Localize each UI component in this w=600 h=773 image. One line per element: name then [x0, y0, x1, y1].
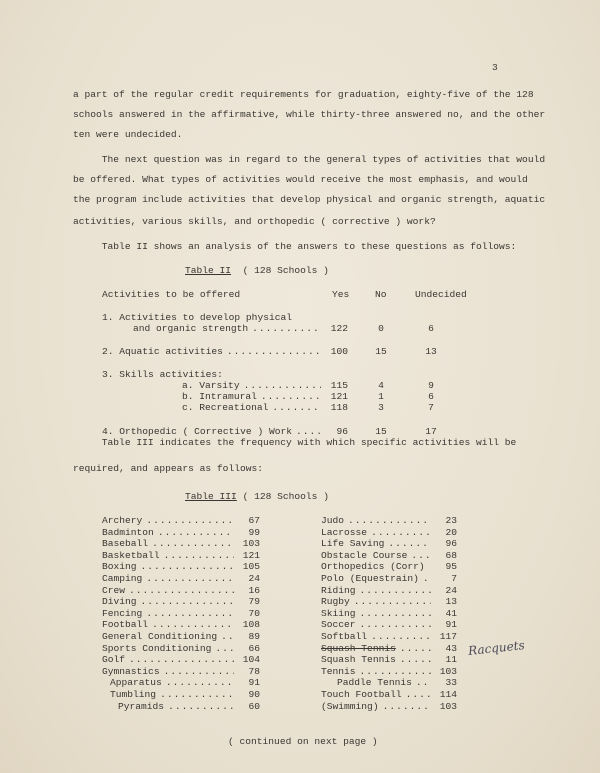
dot-leader	[129, 585, 234, 596]
dot-leader	[371, 631, 431, 642]
table3-count: 68	[445, 549, 457, 561]
table3-row	[102, 596, 238, 607]
table3-row	[321, 631, 435, 642]
table3-count: 91	[248, 677, 260, 689]
table3-activity-label: (Swimming)	[321, 700, 379, 712]
table3-row	[102, 666, 238, 677]
table3-activity-label: Obstacle Course	[321, 549, 408, 561]
table2-row-label: a. Varsity	[182, 380, 240, 391]
table3-row	[321, 573, 435, 584]
table3-count: 60	[248, 700, 260, 712]
table3-activity-label: Lacrosse	[321, 526, 368, 538]
dot-leader	[244, 380, 321, 391]
dot-leader	[388, 538, 431, 549]
paragraph-line: The next question was in regard to the general types of activities that would	[73, 154, 546, 165]
dot-leader	[252, 323, 321, 334]
dot-leader	[146, 515, 234, 526]
table2-row	[102, 346, 325, 357]
table3-count: 23	[445, 515, 457, 526]
table2-no: 4	[378, 380, 384, 391]
table2-no: 1	[378, 391, 384, 402]
table3-title: Table III	[185, 491, 237, 502]
dot-leader	[416, 677, 431, 688]
table3-row	[321, 608, 435, 619]
dot-leader	[164, 550, 234, 561]
dot-leader	[164, 666, 234, 677]
table3-activity-label: Diving	[102, 596, 137, 608]
table3-activity-label: Pyramids	[118, 700, 165, 712]
table2-yes: 115	[330, 380, 348, 391]
table3-row	[102, 608, 238, 619]
table3-row	[102, 654, 238, 665]
table3-row	[102, 643, 238, 654]
table3-activity-label: Apparatus	[110, 677, 162, 689]
table2-subtitle: ( 128 Schools )	[242, 265, 329, 276]
table2-row	[182, 391, 325, 402]
table3-count: 96	[445, 538, 457, 550]
table2-row-label: and organic strength	[133, 323, 249, 334]
dot-leader	[160, 689, 234, 700]
table3-row	[102, 631, 238, 642]
table2-undecided: 7	[428, 402, 434, 413]
table3-count: 67	[248, 515, 260, 526]
dot-leader	[354, 596, 431, 607]
dot-leader	[296, 426, 321, 437]
table3-activity-label: Rugby	[321, 596, 350, 608]
table2-header-no: No	[375, 289, 387, 300]
paragraph-line: activities, various skills, and orthopedic ( corrective ) work?	[73, 216, 436, 227]
table2-header-undecided: Undecided	[415, 289, 467, 300]
table2-no: 0	[378, 323, 384, 334]
table3-count: 11	[445, 654, 457, 666]
table2-title: Table II	[185, 265, 232, 276]
table3-count: 105	[242, 561, 260, 573]
table3-count: 70	[248, 607, 260, 619]
dot-leader	[141, 561, 234, 572]
table3-activity-label: Life Saving	[321, 538, 385, 550]
table3-row	[321, 689, 435, 700]
table2-yes: 96	[336, 426, 348, 437]
table3-row	[321, 619, 435, 630]
table3-activity-label: Soccer	[321, 619, 356, 631]
paragraph-line: schools answered in the affirmative, while thirty-three answered no, and the other	[73, 109, 546, 120]
table3-activity-label: Squash Tennis	[321, 654, 396, 666]
table3-count: 103	[439, 665, 457, 677]
table3-activity-label: Skiing	[321, 607, 356, 619]
table2-undecided: 13	[425, 346, 437, 357]
dot-leader	[272, 402, 321, 413]
table2-row	[182, 402, 325, 413]
dot-leader	[227, 346, 321, 357]
table3-activity-label: Football	[102, 619, 149, 631]
dot-leader	[400, 654, 431, 665]
table2-no: 15	[375, 346, 387, 357]
dot-leader	[406, 689, 431, 700]
table3-count: 95	[445, 561, 457, 573]
table3-activity-label: Baseball	[102, 538, 149, 550]
dot-leader	[221, 631, 234, 642]
table3-count: 24	[248, 573, 260, 584]
table3-row	[321, 585, 435, 596]
table3-activity-label: Camping	[102, 573, 143, 584]
table3-count: 91	[445, 619, 457, 631]
table3-activity-label: Riding	[321, 584, 356, 596]
table3-activity-label: Judo	[321, 515, 345, 526]
table2-row-label: 2. Aquatic activities	[102, 346, 223, 357]
table3-activity-label: Fencing	[102, 607, 143, 619]
table3-count: 43	[445, 642, 457, 654]
table2-row	[133, 323, 325, 334]
table2-no: 3	[378, 402, 384, 413]
table3-activity-label: Softball	[321, 631, 368, 642]
dot-leader	[360, 608, 431, 619]
table3-count: 79	[248, 596, 260, 608]
table3-count: 13	[445, 596, 457, 608]
table2-no: 15	[375, 426, 387, 437]
table3-count: 90	[248, 689, 260, 700]
table3-count: 99	[248, 526, 260, 538]
table3-subtitle: ( 128 Schools )	[242, 491, 329, 502]
table2-undecided: 17	[425, 426, 437, 437]
table3-activity-label: Squash Tennis	[321, 642, 396, 654]
table3-count: 66	[248, 642, 260, 654]
table3-row	[102, 538, 238, 549]
table3-count: 121	[242, 549, 260, 561]
table3-count: 78	[248, 665, 260, 677]
table2-undecided: 6	[428, 323, 434, 334]
table3-row	[321, 538, 435, 549]
dot-leader	[360, 666, 431, 677]
table3-row	[102, 515, 238, 526]
dot-leader	[429, 561, 431, 572]
table3-row	[321, 643, 435, 654]
paragraph-line: Table III indicates the frequency with which specific activities will be	[73, 437, 517, 448]
dot-leader	[261, 391, 321, 402]
dot-leader	[141, 596, 234, 607]
table3-activity-label: Basketball	[102, 549, 160, 561]
table3-row	[321, 515, 435, 526]
table3-row	[118, 701, 238, 712]
table3-activity-label: Touch Football	[321, 689, 402, 700]
table2-row-label: c. Recreational	[182, 402, 269, 413]
table3-activity-label: Archery	[102, 515, 143, 526]
table3-row	[102, 550, 238, 561]
paragraph-line: be offered. What types of activities would receive the most emphasis, and would	[73, 174, 528, 185]
dot-leader	[166, 677, 234, 688]
table3-count: 103	[242, 538, 260, 550]
table2-row-label: 4. Orthopedic ( Corrective ) Work	[102, 426, 292, 437]
table3-count: 89	[248, 631, 260, 642]
table3-activity-label: General Conditioning	[102, 631, 218, 642]
dot-leader	[146, 608, 234, 619]
table3-row	[321, 561, 435, 572]
table3-activity-label: Paddle Tennis	[337, 677, 412, 689]
table3-count: 117	[439, 631, 457, 642]
table2-row-label: b. Intramural	[182, 391, 257, 402]
table2-caption	[185, 265, 329, 276]
dot-leader	[360, 585, 431, 596]
dot-leader	[411, 550, 431, 561]
table3-activity-label: Boxing	[102, 561, 137, 573]
table3-count: 114	[439, 689, 457, 700]
table3-row	[102, 573, 238, 584]
table3-row	[102, 561, 238, 572]
table2-row-heading: 1. Activities to develop physical	[102, 312, 292, 323]
dot-leader	[383, 701, 431, 712]
table3-count: 33	[445, 677, 457, 689]
table3-activity-label: Orthopedics (Corr)	[321, 561, 425, 573]
paragraph-line: required, and appears as follows:	[73, 463, 263, 474]
table3-row	[321, 701, 435, 712]
table2-header-activity: Activities to be offered	[102, 289, 241, 300]
table3-activity-label: Golf	[102, 654, 126, 666]
dot-leader	[371, 527, 431, 538]
dot-leader	[360, 619, 431, 630]
paragraph-line: the program include activities that develop physical and organic strength, aquatic	[73, 194, 546, 205]
table3-row	[321, 527, 435, 538]
table3-row	[321, 596, 435, 607]
table3-count: 108	[242, 619, 260, 631]
dot-leader	[129, 654, 234, 665]
dot-leader	[152, 538, 234, 549]
paragraph-line: Table II shows an analysis of the answers to these questions as follows:	[73, 241, 517, 252]
table2-yes: 121	[330, 391, 348, 402]
table2-yes: 118	[330, 402, 348, 413]
table3-row	[110, 689, 238, 700]
table3-activity-label: Sports Conditioning	[102, 642, 212, 654]
table3-count: 20	[445, 526, 457, 538]
dot-leader	[215, 643, 234, 654]
paragraph-line: ten were undecided.	[73, 129, 183, 140]
dot-leader	[348, 515, 431, 526]
table3-count: 103	[439, 700, 457, 712]
table3-row	[110, 677, 238, 688]
table3-row	[321, 550, 435, 561]
table2-yes: 100	[330, 346, 348, 357]
table3-row	[102, 527, 238, 538]
table3-count: 7	[451, 573, 457, 584]
table3-activity-label: Tumbling	[110, 689, 157, 700]
table3-activity-label: Gymnastics	[102, 665, 160, 677]
table3-row	[102, 585, 238, 596]
handwritten-note: Racquets	[467, 638, 526, 658]
table3-activity-label: Tennis	[321, 665, 356, 677]
table3-row	[337, 677, 435, 688]
dot-leader	[158, 527, 234, 538]
table2-row-heading: 3. Skills activities:	[102, 369, 223, 380]
table3-activity-label: Badminton	[102, 526, 154, 538]
table2-undecided: 6	[428, 391, 434, 402]
table3-caption	[185, 491, 329, 502]
table2-row	[182, 380, 325, 391]
table3-activity-label: Crew	[102, 584, 126, 596]
page-number: 3	[492, 62, 498, 73]
table2-row	[102, 426, 325, 437]
table3-count: 16	[248, 584, 260, 596]
dot-leader	[423, 573, 431, 584]
table3-activity-label: Polo (Equestrain)	[321, 573, 419, 584]
table2-header-yes: Yes	[332, 289, 350, 300]
table2-yes: 122	[330, 323, 348, 334]
table3-count: 24	[445, 584, 457, 596]
dot-leader	[152, 619, 234, 630]
table3-count: 104	[242, 654, 260, 666]
paragraph-line: a part of the regular credit requirements for graduation, eighty-five of the 128	[73, 89, 534, 100]
table2-undecided: 9	[428, 380, 434, 391]
dot-leader	[400, 643, 431, 654]
dot-leader	[168, 701, 234, 712]
table3-row	[321, 666, 435, 677]
dot-leader	[146, 573, 234, 584]
table3-row	[102, 619, 238, 630]
continued-note: ( continued on next page )	[228, 736, 378, 747]
table3-count: 41	[445, 607, 457, 619]
table3-row	[321, 654, 435, 665]
